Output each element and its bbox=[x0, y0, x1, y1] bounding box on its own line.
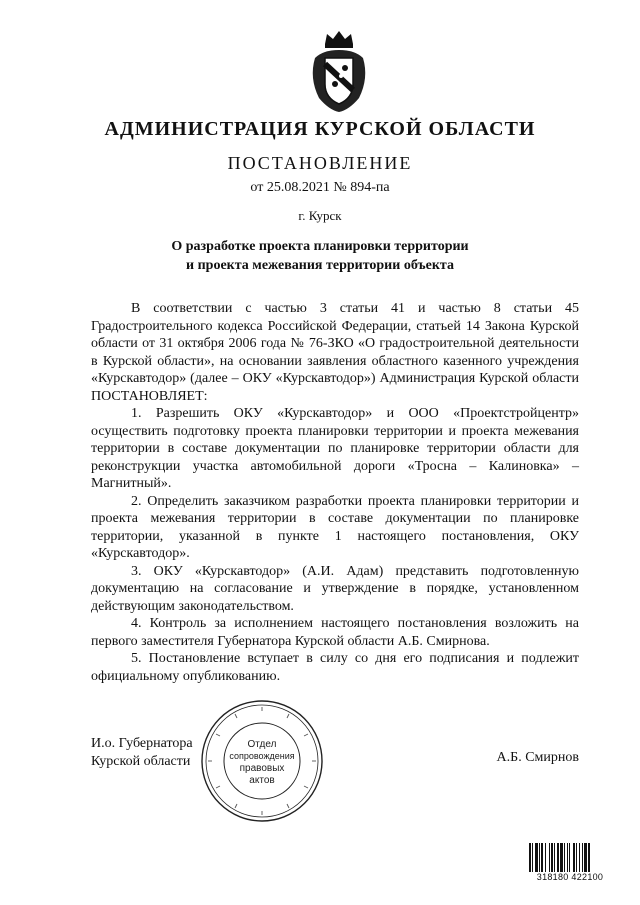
signatory-position-line-1: И.о. Губернатора bbox=[91, 736, 193, 751]
official-stamp bbox=[200, 699, 324, 823]
document-city: г. Курск bbox=[298, 208, 342, 223]
paragraph-item-1: 1. Разрешить ОКУ «Курскавтодор» и ООО «Проектстройцентр» осуществить подготовку проекта планировки территории и проекта межевания территории в составе документации по планировке территории области для реконструкции участка автомобильной дороги «Тросна – Калиновка» – Магнитный». bbox=[91, 406, 579, 491]
document-subject bbox=[0, 237, 640, 275]
signatory-name: А.Б. Смирнов bbox=[496, 750, 579, 765]
document-type: ПОСТАНОВЛЕНИЕ bbox=[227, 153, 413, 173]
document-body bbox=[91, 300, 579, 685]
signatory-position-line-2: Курской области bbox=[91, 754, 191, 769]
paragraph-item-2: 2. Определить заказчиком разработки проекта планировки территории и проекта межевания территории в составе документации по планировке территории, указанной в пункте 1 настоящего постановления, ОКУ «Курскавтодор». bbox=[91, 493, 579, 561]
stamp-line-4: актов bbox=[249, 775, 275, 786]
organization-title: АДМИНИСТРАЦИЯ КУРСКОЙ ОБЛАСТИ bbox=[104, 118, 536, 140]
subject-line-1: О разработке проекта планировки территории bbox=[171, 239, 469, 254]
barcode-number: 318180 422100 bbox=[529, 872, 611, 882]
subject-line-2: и проекта межевания территории объекта bbox=[186, 258, 454, 273]
paragraph-item-4: 4. Контроль за исполнением настоящего постановления возложить на первого заместителя Губернатора Курской области А.Б. Смирнова. bbox=[91, 616, 579, 649]
stamp-line-2: сопровождения bbox=[229, 751, 295, 761]
coat-of-arms-emblem bbox=[305, 28, 373, 114]
paragraph-preamble: В соответствии с частью 3 статьи 41 и частью 8 статьи 45 Градостроительного кодекса Российской Федерации, статьей 14 Закона Курской области от 31 октября 2006 года № 76-ЗКО «О градостроительной деятельности в Курской области», на основании заявления областного казенного учреждения «Курскавтодор» (далее – ОКУ «Курскавтодор») Администрация Курской области ПОСТАНОВЛЯЕТ: bbox=[91, 301, 579, 404]
paragraph-item-5: 5. Постановление вступает в силу со дня его подписания и подлежит официальному опубликованию. bbox=[91, 651, 579, 684]
paragraph-item-3: 3. ОКУ «Курскавтодор» (А.И. Адам) представить подготовленную документацию на согласование и утверждение в порядке, установленном действующим законодательством. bbox=[91, 563, 579, 614]
stamp-line-3: правовых bbox=[239, 763, 285, 774]
stamp-line-1: Отдел bbox=[247, 739, 277, 750]
document-date-number: от 25.08.2021 № 894-па bbox=[250, 180, 390, 195]
signatory-position bbox=[91, 735, 193, 771]
